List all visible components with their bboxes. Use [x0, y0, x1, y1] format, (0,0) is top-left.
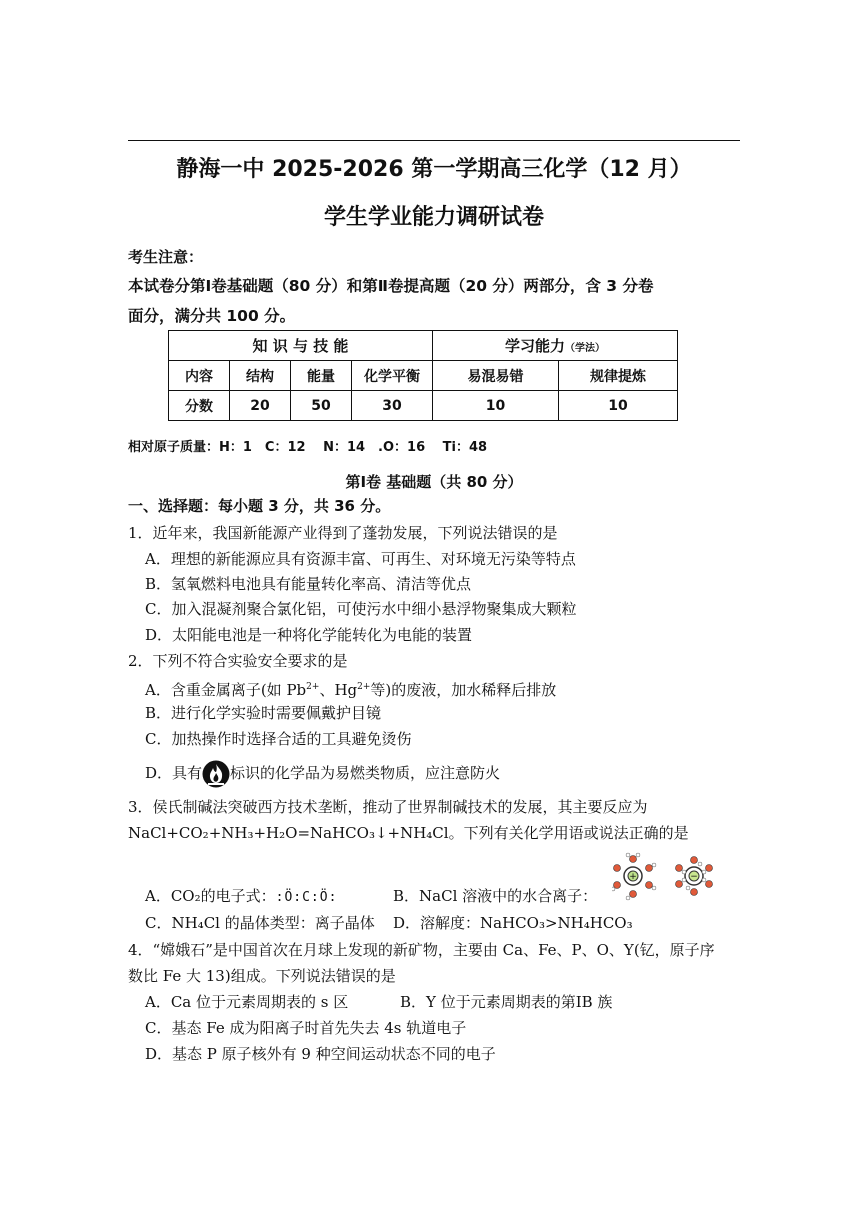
- flammable-icon: [202, 760, 230, 788]
- q3-a-label: A．CO₂的电子式：: [145, 887, 276, 905]
- notice-label: 考生注意：: [128, 248, 204, 266]
- q4-stem-2: 数比 Fe 大 13)组成。下列说法错误的是: [128, 967, 396, 985]
- q1-option-c: C．加入混凝剂聚合氯化铝，可使污水中细小悬浮物聚集成大颗粒: [145, 600, 577, 618]
- q2-stem: 2．下列不符合实验安全要求的是: [128, 652, 348, 670]
- q2-option-b: B．进行化学实验时需要佩戴护目镜: [145, 704, 382, 722]
- score-rules: 10: [559, 391, 678, 421]
- q2-d-post: 标识的化学品为易燃类物质，应注意防火: [230, 764, 501, 782]
- col-equilibrium: 化学平衡: [352, 361, 433, 391]
- row-head-score: 分数: [169, 391, 230, 421]
- col-rules: 规律提炼: [559, 361, 678, 391]
- atomic-mass: 相对原子质量：H：1 C：12 N：14 .O：16 Ti：48: [128, 440, 488, 455]
- q3-option-a: [145, 886, 337, 908]
- q2-a-pre: A．含重金属离子(如 Pb: [145, 681, 307, 699]
- q3-option-c: C．NH₄Cl 的晶体类型：离子晶体: [145, 914, 375, 932]
- col-structure: 结构: [230, 361, 291, 391]
- q4-option-a: A．Ca 位于元素周期表的 s 区: [145, 993, 349, 1011]
- part1-heading: 一、选择题：每小题 3 分，共 36 分。: [128, 497, 391, 515]
- score-table: [168, 330, 678, 421]
- col-energy: 能量: [291, 361, 352, 391]
- q2-a-sup2: 2+: [357, 682, 371, 692]
- row-head-content: 内容: [169, 361, 230, 391]
- exam-title: 静海一中 2025-2026 第一学期高三化学（12 月）: [176, 157, 692, 182]
- q2-option-a: [145, 677, 556, 700]
- q3-stem-2: NaCl+CO₂+NH₃+H₂O=NaHCO₃↓+NH₄Cl。下列有关化学用语或说法正确的是: [128, 824, 689, 842]
- svg-text:+: +: [629, 872, 637, 882]
- notice-line-2: 面分，满分共 100 分。: [128, 307, 296, 325]
- section-title: 第Ⅰ卷 基础题（共 80 分）: [345, 473, 523, 491]
- q3-stem-1: 3．侯氏制碱法突破西方技术垄断，推动了世界制碱技术的发展，其主要反应为: [128, 798, 648, 816]
- q4-option-d: D．基态 P 原子核外有 9 种空间运动状态不同的电子: [145, 1045, 496, 1063]
- q3-option-d: D．溶解度：NaHCO₃>NH₄HCO₃: [393, 914, 633, 932]
- q2-a-post: 等)的废液，加水稀释后排放: [370, 681, 557, 699]
- group-learning-label: 学习能力: [504, 337, 565, 355]
- q3-option-b: B．NaCl 溶液中的水合离子：: [393, 887, 598, 905]
- q2-a-mid: 、Hg: [319, 681, 358, 699]
- q4-option-b: B．Y 位于元素周期表的第ⅠB 族: [400, 993, 613, 1011]
- notice-line-1: 本试卷分第Ⅰ卷基础题（80 分）和第Ⅱ卷提高题（20 分）两部分，含 3 分卷: [128, 277, 654, 295]
- col-confusion: 易混易错: [433, 361, 559, 391]
- q1-option-a: A．理想的新能源应具有资源丰富、可再生、对环境无污染等特点: [145, 550, 576, 568]
- group-knowledge: 知 识 与 技 能: [169, 331, 433, 361]
- q2-d-pre: D．具有: [145, 764, 203, 782]
- q1-stem: 1．近年来，我国新能源产业得到了蓬勃发展，下列说法错误的是: [128, 524, 558, 542]
- score-equilibrium: 30: [352, 391, 433, 421]
- q2-option-c: C．加热操作时选择合适的工具避免烫伤: [145, 730, 412, 748]
- q2-option-d: [145, 758, 500, 788]
- q4-option-c: C．基态 Fe 成为阳离子时首先失去 4s 轨道电子: [145, 1019, 467, 1037]
- hydrated-ions-diagram: [612, 850, 722, 902]
- group-learning-note: （学法）: [565, 343, 605, 354]
- q4-stem-1: 4．“嫦娥石”是中国首次在月球上发现的新矿物，主要由 Ca、Fe、P、O、Y(钇，原子序: [128, 941, 715, 959]
- q1-option-b: B．氢氧燃料电池具有能量转化率高、清洁等优点: [145, 575, 472, 593]
- co2-lewis-formula: :Ö:C:Ö:: [275, 890, 338, 905]
- exam-subtitle: 学生学业能力调研试卷: [323, 205, 544, 230]
- group-learning: [433, 331, 678, 361]
- score-structure: 20: [230, 391, 291, 421]
- q2-a-sup1: 2+: [306, 682, 320, 692]
- score-confusion: 10: [433, 391, 559, 421]
- score-energy: 50: [291, 391, 352, 421]
- svg-text:−: −: [690, 872, 698, 882]
- top-rule: [128, 140, 740, 141]
- q1-option-d: D．太阳能电池是一种将化学能转化为电能的装置: [145, 626, 473, 644]
